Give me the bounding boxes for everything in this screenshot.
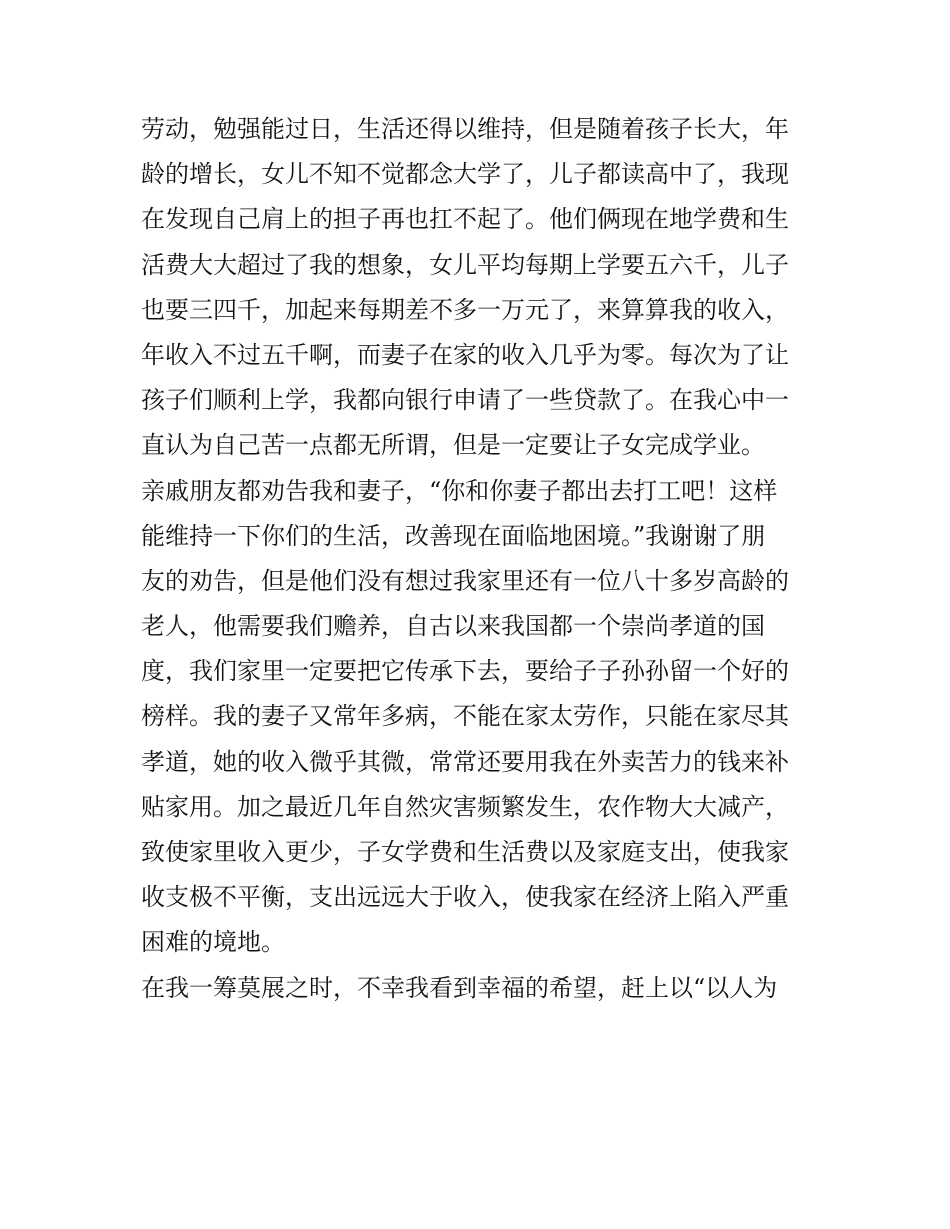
text-line: 度，我们家里一定要把它传承下去，要给子子孙孙留一个好的: [141, 657, 789, 686]
text-line: 老人，他需要我们赡养，自古以来我国都一个崇尚孝道的国: [141, 612, 765, 641]
text-line: 孝道，她的收入微乎其微，常常还要用我在外卖苦力的钱来补: [141, 747, 789, 776]
text-line: 致使家里收入更少，子女学费和生活费以及家庭支出，使我家: [141, 838, 789, 866]
text-line: 在发现自己肩上的担子再也扛不起了。他们俩现在地学费和生: [141, 205, 789, 234]
text-line: 榜样。我的妻子又常年多病，不能在家太劳作，只能在家尽其: [141, 702, 789, 731]
text-line: 活费大大超过了我的想象，女儿平均每期上学要五六千，儿子: [141, 250, 789, 279]
text-line: 友的劝告，但是他们没有想过我家里还有一位八十多岁高龄的: [141, 566, 789, 595]
text-line: 在我一筹莫展之时，不幸我看到幸福的希望，赶上以“以人为: [141, 973, 778, 1002]
text-line: 收支极不平衡，支出远远大于收入，使我家在经济上陷入严重: [141, 883, 789, 912]
text-line: 年收入不过五千啊，而妻子在家的收入几乎为零。每次为了让: [141, 340, 789, 369]
text-line: 劳动，勉强能过日，生活还得以维持，但是随着孩子长大，年: [141, 115, 789, 143]
text-line: 能维持一下你们的生活，改善现在面临地困境。”我谢谢了朋: [141, 521, 766, 550]
text-line: 孩子们顺利上学，我都向银行申请了一些贷款了。在我心中一: [141, 386, 789, 415]
text-line: 也要三四千，加起来每期差不多一万元了，来算算我的收入，: [141, 295, 789, 324]
text-line: 龄的增长，女儿不知不觉都念大学了，儿子都读高中了，我现: [141, 160, 789, 189]
document-body: [141, 107, 821, 1011]
text-line: 亲戚朋友都劝告我和妻子，“你和你妻子都出去打工吧！这样: [141, 476, 778, 505]
text-line: 直认为自己苦一点都无所谓，但是一定要让子女完成学业。: [141, 431, 765, 460]
text-line: 贴家用。加之最近几年自然灾害频繁发生，农作物大大减产，: [141, 792, 789, 821]
text-line: 困难的境地。: [141, 928, 285, 957]
